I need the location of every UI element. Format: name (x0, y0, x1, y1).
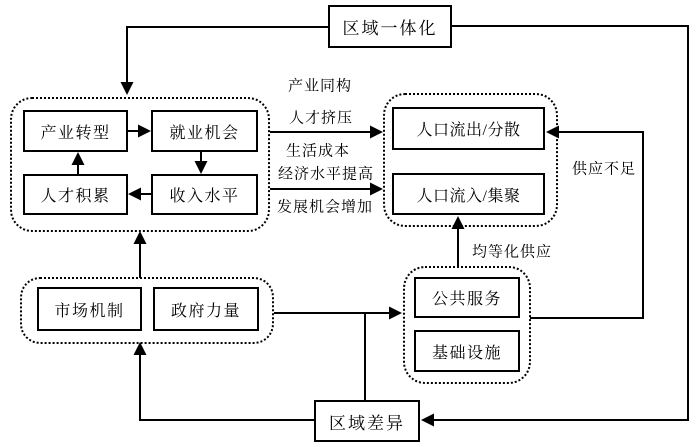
label-equalized-supply: 均等化供应 (471, 244, 553, 261)
arrowhead-into-outflow-left (370, 126, 383, 139)
arrowhead-into-difference (421, 414, 434, 427)
node-population-outflow: 人口流出/分散 (392, 107, 545, 150)
node-employment-opportunity: 就业机会 (151, 110, 258, 152)
arrowhead-into-cluster-top (121, 82, 134, 95)
node-population-inflow: 人口流入/集聚 (392, 173, 545, 215)
node-talent-accumulation: 人才积累 (23, 174, 128, 215)
label-insufficient-supply: 供应不足 (571, 161, 637, 178)
node-regional-integration: 区域一体化 (328, 5, 452, 48)
arrowhead-into-inflow-left (370, 183, 383, 196)
node-infrastructure: 基础设施 (414, 330, 520, 372)
node-public-service: 公共服务 (414, 277, 520, 318)
node-market-mechanism: 市场机制 (37, 287, 142, 331)
node-government-power: 政府力量 (153, 287, 259, 331)
label-development-opportunity: 发展机会增加 (276, 199, 374, 216)
arrowhead-into-public-group (389, 307, 402, 320)
label-industry-isomorphism: 产业同构 (287, 78, 353, 95)
label-living-cost: 生活成本 (285, 143, 351, 160)
label-talent-squeeze: 人才挤压 (288, 110, 354, 127)
node-regional-difference: 区域差异 (314, 400, 420, 442)
arrowhead-into-cluster-bottom (134, 231, 147, 244)
label-economic-level-rise: 经济水平提高 (277, 166, 375, 183)
node-industrial-transformation: 产业转型 (23, 110, 128, 152)
node-income-level: 收入水平 (151, 174, 258, 215)
